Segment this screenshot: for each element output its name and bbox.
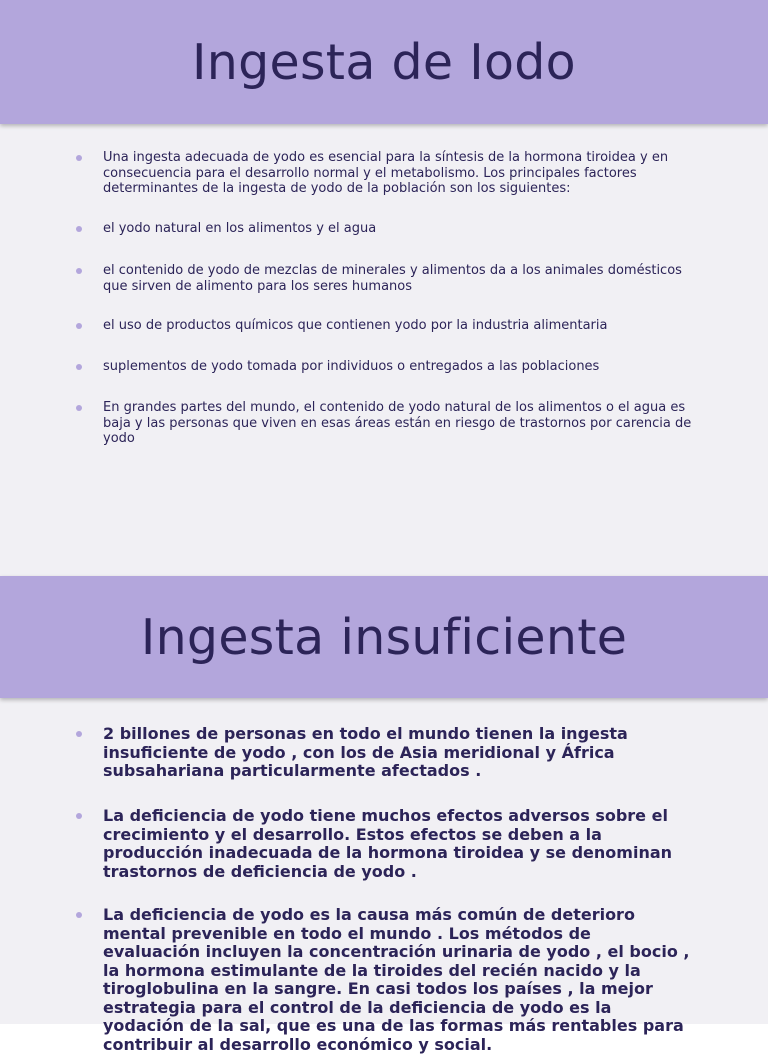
bullet-dot-icon: [76, 226, 82, 232]
bullet-dot-icon: [76, 813, 82, 819]
slide-insufficient-intake: [0, 576, 768, 1054]
bullet-text: el yodo natural en los alimentos y el agua: [103, 221, 377, 236]
bullet-dot-icon: [76, 268, 82, 274]
slide-title: Ingesta insuficiente: [140, 608, 628, 666]
title-band: [0, 576, 768, 698]
slide-title: Ingesta de Iodo: [192, 33, 576, 91]
title-band: [0, 0, 768, 124]
bullet-text: el contenido de yodo de mezclas de minerales y alimentos da a los animales domésticos que sirven de alimento para los seres humanos: [103, 263, 682, 294]
bullet-text: suplementos de yodo tomada por individuos o entregados a las poblaciones: [103, 359, 600, 374]
list-item: [103, 221, 703, 237]
list-item: [103, 263, 703, 294]
bullet-text: 2 billones de personas en todo el mundo tienen la ingesta insuficiente de yodo , con los de Asia meridional y África subsahariana particularmente afectados .: [103, 724, 628, 780]
bullet-text: En grandes partes del mundo, el contenido de yodo natural de los alimentos o el agua es baja y las personas que viven en esas áreas están en riesgo de trastornos por carencia de yodo: [103, 400, 692, 446]
list-item: [103, 400, 703, 447]
list-item: [103, 906, 693, 1054]
bullet-dot-icon: [76, 405, 82, 411]
bullet-text: La deficiencia de yodo tiene muchos efectos adversos sobre el crecimiento y el desarrollo. Estos efectos se deben a la producción inadecuada de la hormona tiroidea y se denominan trastornos de deficiencia de yodo .: [103, 806, 673, 881]
list-item: [103, 807, 693, 881]
bullet-text: Una ingesta adecuada de yodo es esencial para la síntesis de la hormona tiroidea y en consecuencia para el desarrollo normal y el metabolismo. Los principales factores determinantes de la ingesta de yodo de la población son los siguientes:: [103, 150, 669, 196]
bullet-dot-icon: [76, 155, 82, 161]
bullet-text: el uso de productos químicos que contienen yodo por la industria alimentaria: [103, 318, 608, 333]
bullet-dot-icon: [76, 912, 82, 918]
bullet-text: La deficiencia de yodo es la causa más común de deterioro mental prevenible en todo el mundo . Los métodos de evaluación incluyen la concentración urinaria de yodo , el bocio , la hormona estimulante de la tiroides del recién nacido y la tiroglobulina en la sangre. En casi todos los países , la mejor estrategia para el control de la deficiencia de yodo es la yodación de la sal, que es una de las formas más rentables para contribuir al desarrollo económico y social.: [103, 905, 690, 1054]
bullet-dot-icon: [76, 731, 82, 737]
list-item: [103, 359, 703, 375]
list-item: [103, 318, 703, 334]
list-item: [103, 725, 693, 781]
bullet-dot-icon: [76, 364, 82, 370]
bullet-dot-icon: [76, 323, 82, 329]
list-item: [103, 150, 703, 197]
